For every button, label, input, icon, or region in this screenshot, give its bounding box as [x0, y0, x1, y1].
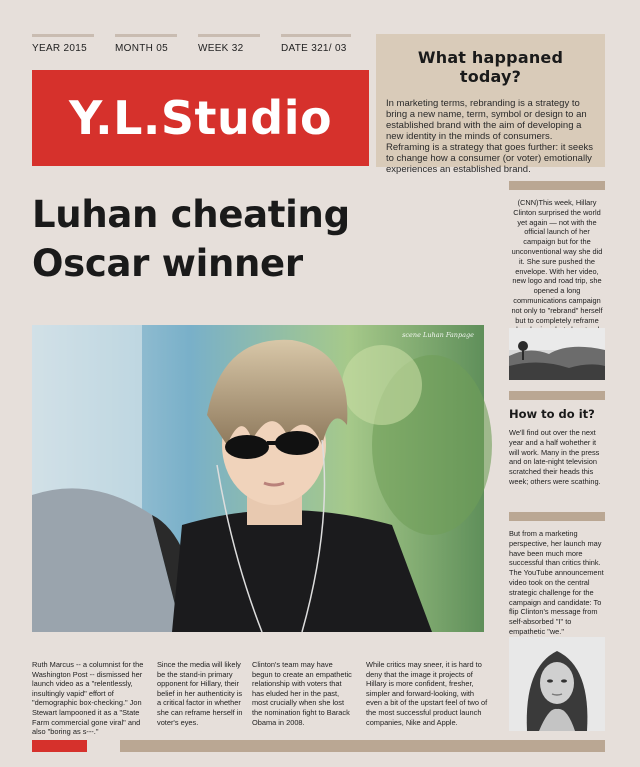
main-photo — [32, 325, 484, 632]
how-to-body: We'll find out over the next year and a half wohether it will work. Many in the press and on late-night television scratched their heads this week; others were scathing. — [509, 428, 601, 486]
column-4: While critics may sneer, it is hard to deny that the image it projects of Hillary is more confident, fresher, simpler and forward-looking, with even a bit of the upstart feel of two of the most successful product launch companies, Nike and Apple. — [366, 660, 488, 727]
masthead-month: MONTH 05 — [115, 34, 177, 70]
sidebar-story-text: (CNN)This week, Hillary Clinton surprised the world yet again — not with the official launch of her campaign but for the unconventional way she did it. She sure pushed the envelope. With her video, new logo and road trip, she opened a long communications campaign not only to "rebrand" herself but to completely reframe — [511, 198, 603, 325]
portrait-photo — [509, 637, 605, 731]
sidebar-divider-1 — [509, 181, 605, 190]
masthead-year: YEAR 2015 — [32, 34, 94, 70]
masthead-date: DATE 321/ 03 — [281, 34, 351, 70]
how-to-title: How to do it? — [509, 407, 595, 421]
what-happened-title: What happaned today? — [417, 48, 564, 86]
what-happened-panel — [376, 34, 605, 175]
headline-line-2: Oscar winner — [32, 242, 303, 285]
footer-tan-bar — [120, 740, 605, 752]
landscape-photo — [509, 328, 605, 380]
column-3: Clinton's team may have begun to create an empathetic relationship with voters that has eluded her in the past, most crucially when she lost the nomination fight to Barack Obama in 2008. — [252, 660, 352, 727]
marketing-text: But from a marketing perspective, her launch may have been much more successful than critics think. The YouTube announcement video took on the central strategic challenge for the campaign and candidate: To flip Clinton's message from self-absorbed "I" to empathetic "we." — [509, 529, 604, 636]
main-headline — [32, 190, 372, 288]
sidebar-divider-3 — [509, 512, 605, 521]
logo-text: Y.L.Studio — [68, 91, 333, 145]
sidebar-divider-2 — [509, 391, 605, 400]
studio-logo — [32, 70, 369, 166]
what-happened-body: In marketing terms, rebranding is a strategy to bring a new name, term, symbol or design to an established brand with the aim of developing a new identity in the minds of consumers. Reframing is a strategy that goes further: it seeks to change how a consumer (or voter) emotionally experiences an established brand. — [386, 98, 593, 175]
photo-watermark: scene Luhan Fanpage — [402, 331, 474, 339]
column-2: Since the media will likely be the stand-in primary opponent for Hillary, their belief in her authenticity is a critical factor in whether she can reframe herself in voter's eyes. — [157, 660, 243, 727]
photo-illustration — [32, 325, 484, 632]
headline-line-1: Luhan cheating — [32, 193, 350, 236]
masthead-week: WEEK 32 — [198, 34, 260, 70]
portrait-illustration — [509, 637, 605, 731]
footer-red-bar — [32, 740, 87, 752]
column-1: Ruth Marcus -- a columnist for the Washington Post -- dismissed her launch video as a "relentlessly, insultingly vapid" effort of "demographic box-checking." Jon Stewart lampooned it as a "State Farm commercial gone viral" and also "boring as s---." — [32, 660, 144, 737]
landscape-illustration — [509, 328, 605, 380]
